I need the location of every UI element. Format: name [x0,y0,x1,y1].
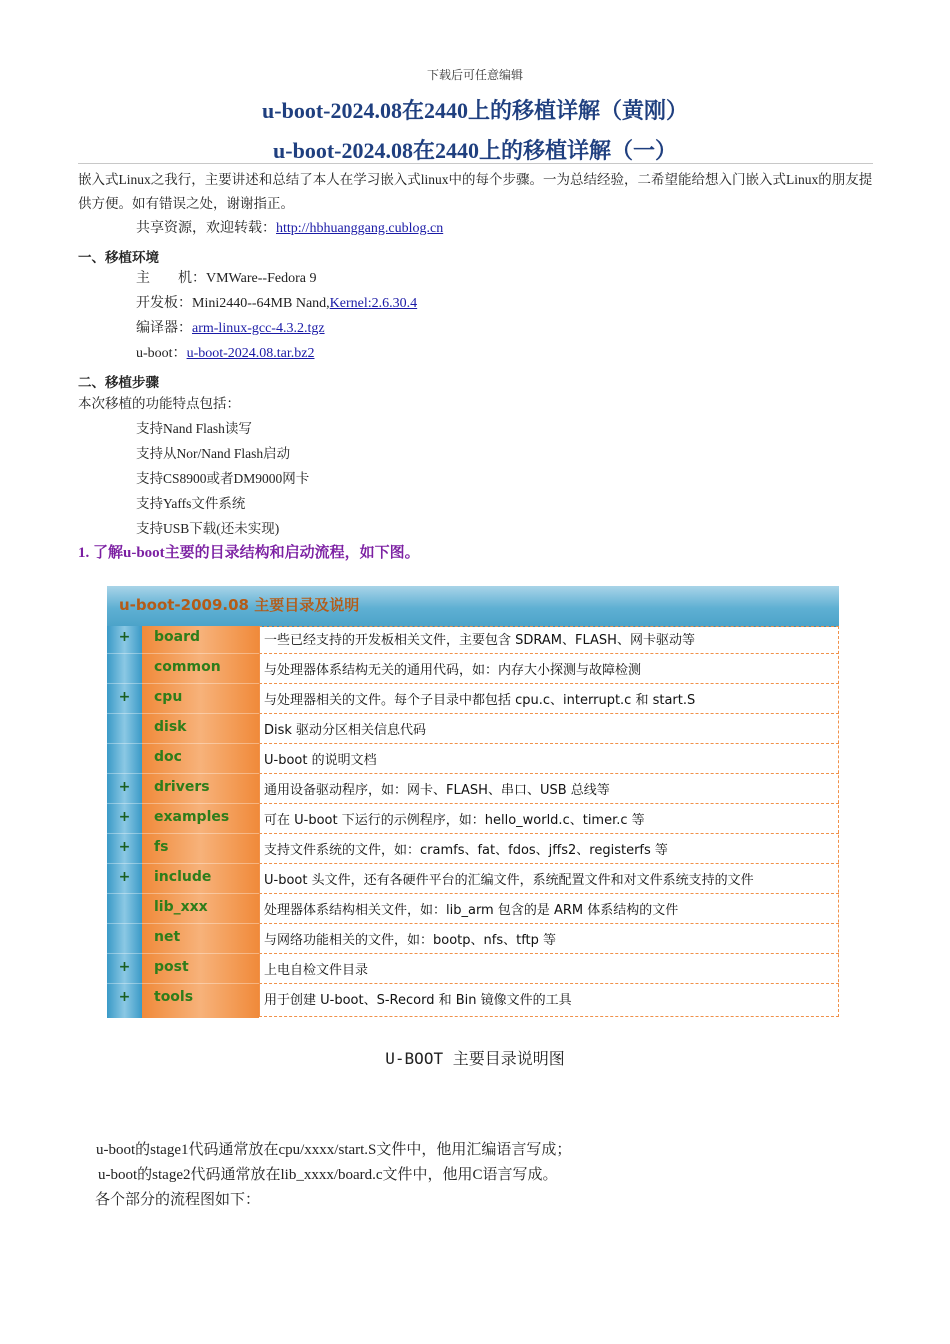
table-row [107,924,839,954]
env-board-label: 开发板： [136,296,192,311]
feature-item: 支持从Nor/Nand Flash启动 [136,446,291,461]
env-compiler-label: 编译器： [136,321,192,336]
expand-icon[interactable]: + [118,959,131,975]
table-row [107,804,839,834]
body-line: u-boot的stage1代码通常放在cpu/xxxx/start.S文件中，他用汇编语言写成； [96,1142,572,1158]
expand-icon[interactable]: + [118,689,131,705]
feature-item: 支持Nand Flash读写 [136,421,252,436]
table-row [107,714,839,744]
figure-banner [107,586,839,627]
directory-name: net [154,929,181,945]
step-heading: 1. 了解u-boot主要的目录结构和启动流程，如下图。 [78,545,420,561]
body-line: u-boot的stage2代码通常放在lib_xxxx/board.c文件中，他用C语言写成。 [98,1167,558,1183]
directory-name: disk [154,719,187,735]
page-subtitle: u-boot-2024.08在2440上的移植详解（一） [273,138,677,163]
expand-icon[interactable]: + [118,809,131,825]
directory-name: common [154,659,221,675]
env-board-value: Mini2440--64MB Nand, [192,296,330,311]
header-note: 下载后可任意编辑 [426,68,523,82]
feature-item: 支持CS8900或者DM9000网卡 [136,471,310,486]
directory-description: 通用设备驱动程序，如：网卡、FLASH、串口、USB 总线等 [264,783,610,798]
section-heading-steps: 二、移植步骤 [78,375,159,391]
env-uboot [136,342,314,366]
share-line [136,217,443,241]
directory-description: 上电自检文件目录 [264,963,369,978]
table-row [107,624,839,654]
feature-item: 支持Yaffs文件系统 [136,496,246,511]
directory-name: cpu [154,689,183,705]
body-line: 各个部分的流程图如下： [95,1192,261,1208]
page-title: u-boot-2024.08在2440上的移植详解（黄刚） [262,98,688,123]
table-row [107,744,839,774]
figure-title: u-boot-2009.08 主要目录及说明 [119,596,360,614]
env-board [136,292,417,316]
table-row [107,864,839,894]
expand-icon[interactable]: + [118,869,131,885]
section-heading-env: 一、移植环境 [78,250,159,266]
directory-description: 支持文件系统的文件，如：cramfs、fat、fdos、jffs2、registerfs 等 [264,843,668,858]
title-divider [78,163,873,164]
directory-description: Disk 驱动分区相关信息代码 [264,723,427,738]
blog-link[interactable]: http://hbhuanggang.cublog.cn [276,221,444,236]
env-uboot-label: u-boot： [136,346,187,361]
directory-name: board [154,629,201,645]
table-row [107,954,839,984]
directory-name: include [154,869,212,885]
uboot-link[interactable]: u-boot-2024.08.tar.bz2 [186,346,315,361]
directory-description: 可在 U-boot 下运行的示例程序，如：hello_world.c、timer.c 等 [264,813,645,828]
directory-description: U-boot 头文件，还有各硬件平台的汇编文件，系统配置文件和对文件系统支持的文件 [264,873,754,888]
intro-paragraph: 嵌入式Linux之我行，主要讲述和总结了本人在学习嵌入式linux中的每个步骤。一为总结经验，二希望能给想入门嵌入式Linux的朋友提供方便。如有错误之处，谢谢指正。 [78,172,873,211]
env-host [136,267,316,291]
kernel-link[interactable]: Kernel:2.6.30.4 [329,296,418,311]
compiler-link[interactable]: arm-linux-gcc-4.3.2.tgz [192,321,325,336]
directory-name: examples [154,809,230,825]
table-row [107,774,839,804]
expand-icon[interactable]: + [118,839,131,855]
directory-name: tools [154,989,194,1005]
expand-icon[interactable]: + [118,779,131,795]
figure-caption: U-BOOT 主要目录说明图 [385,1049,565,1068]
env-host-value: VMWare--Fedora 9 [206,271,317,286]
table-row [107,684,839,714]
directory-description: 与处理器相关的文件。每个子目录中都包括 cpu.c、interrupt.c 和 start.S [264,693,696,708]
share-prefix: 共享资源，欢迎转载： [136,221,276,236]
directory-description: U-boot 的说明文档 [264,753,377,768]
directory-description: 与处理器体系结构无关的通用代码，如：内存大小探测与故障检测 [264,663,642,678]
expand-icon[interactable]: + [118,989,131,1005]
env-host-label: 主 机： [136,271,206,286]
table-row [107,894,839,924]
directory-figure [107,586,839,1018]
expand-icon[interactable]: + [118,629,131,645]
directory-description: 处理器体系结构相关文件，如：lib_arm 包含的是 ARM 体系结构的文件 [264,903,679,918]
table-row [107,834,839,864]
feature-item: 支持USB下载(还未实现) [136,521,280,536]
directory-name: fs [154,839,169,855]
table-row [107,654,839,684]
directory-name: post [154,959,189,975]
directory-name: drivers [154,779,210,795]
env-compiler [136,317,325,341]
table-row [107,984,839,1014]
directory-description: 与网络功能相关的文件，如：bootp、nfs、tftp 等 [264,933,557,948]
directory-name: lib_xxx [154,899,208,915]
directory-description: 用于创建 U-boot、S-Record 和 Bin 镜像文件的工具 [264,993,572,1008]
directory-name: doc [154,749,182,765]
directory-description: 一些已经支持的开发板相关文件，主要包含 SDRAM、FLASH、网卡驱动等 [264,633,695,648]
features-intro: 本次移植的功能特点包括： [78,396,240,411]
